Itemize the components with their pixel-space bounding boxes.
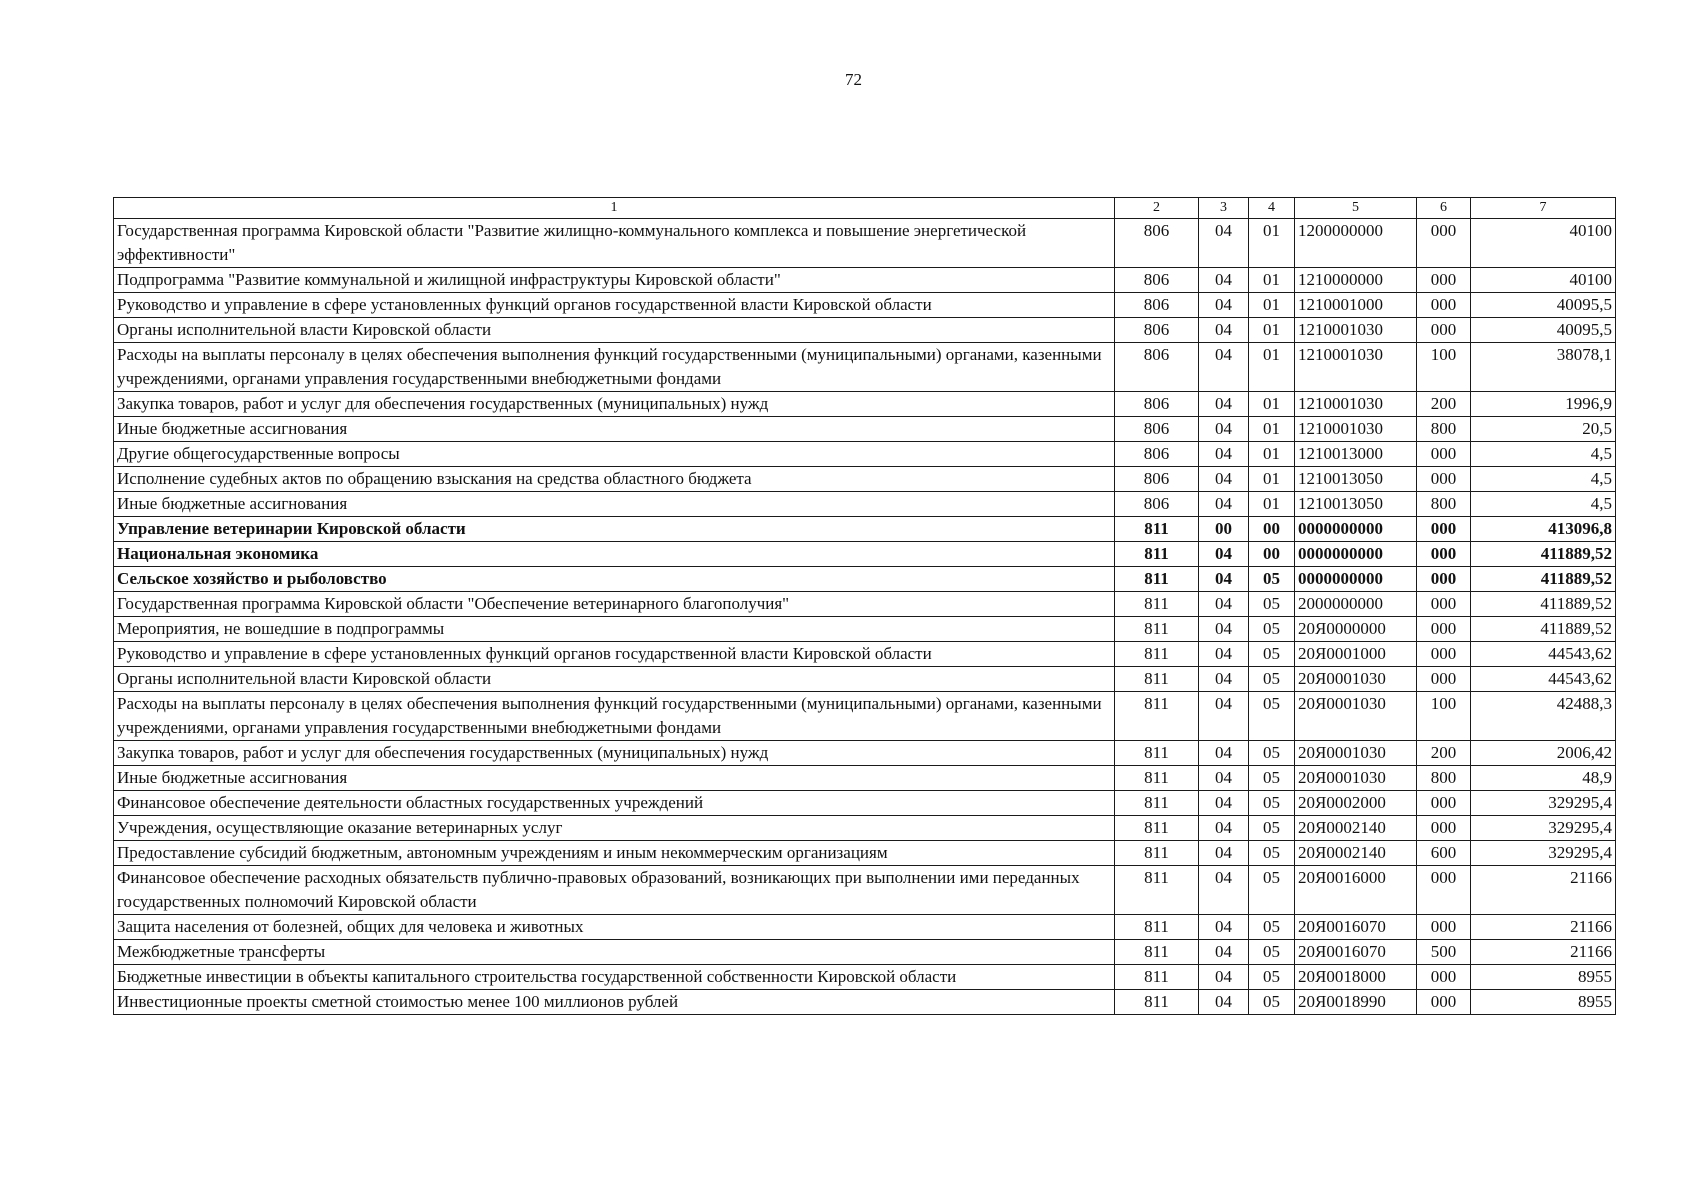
table-row — [114, 318, 1616, 343]
row-amount-cell: 42488,3 — [1471, 692, 1616, 741]
row-ved-cell: 811 — [1115, 915, 1199, 940]
row-subsection-cell: 05 — [1249, 841, 1295, 866]
row-ved-cell: 806 — [1115, 343, 1199, 392]
row-subsection-cell: 05 — [1249, 692, 1295, 741]
row-ved-cell: 811 — [1115, 642, 1199, 667]
row-ved-cell: 811 — [1115, 667, 1199, 692]
row-ved-cell: 811 — [1115, 841, 1199, 866]
row-section-cell: 04 — [1199, 592, 1249, 617]
row-target-item-cell: 20Я0000000 — [1295, 617, 1417, 642]
row-target-item-cell: 20Я0018990 — [1295, 990, 1417, 1015]
row-name-cell: Предоставление субсидий бюджетным, автономным учреждениям и иным некоммерческим организациям — [114, 841, 1115, 866]
row-target-item-cell: 20Я0002140 — [1295, 841, 1417, 866]
row-expense-type-cell: 000 — [1417, 567, 1471, 592]
row-section-cell: 04 — [1199, 318, 1249, 343]
table-row — [114, 517, 1616, 542]
row-ved-cell: 811 — [1115, 866, 1199, 915]
row-expense-type-cell: 200 — [1417, 392, 1471, 417]
row-section-cell: 04 — [1199, 343, 1249, 392]
row-target-item-cell: 20Я0002140 — [1295, 816, 1417, 841]
row-expense-type-cell: 000 — [1417, 542, 1471, 567]
header-row — [114, 198, 1616, 219]
row-name-cell: Государственная программа Кировской области "Обеспечение ветеринарного благополучия" — [114, 592, 1115, 617]
table-row — [114, 219, 1616, 268]
row-section-cell: 04 — [1199, 542, 1249, 567]
row-expense-type-cell: 000 — [1417, 467, 1471, 492]
row-subsection-cell: 01 — [1249, 268, 1295, 293]
row-amount-cell: 411889,52 — [1471, 542, 1616, 567]
row-name-cell: Закупка товаров, работ и услуг для обеспечения государственных (муниципальных) нужд — [114, 392, 1115, 417]
row-target-item-cell: 2000000000 — [1295, 592, 1417, 617]
row-expense-type-cell: 000 — [1417, 990, 1471, 1015]
row-target-item-cell: 20Я0001000 — [1295, 642, 1417, 667]
row-ved-cell: 811 — [1115, 990, 1199, 1015]
table-row — [114, 542, 1616, 567]
table-row — [114, 915, 1616, 940]
row-subsection-cell: 01 — [1249, 293, 1295, 318]
row-section-cell: 04 — [1199, 816, 1249, 841]
row-target-item-cell: 20Я0016070 — [1295, 915, 1417, 940]
row-section-cell: 04 — [1199, 965, 1249, 990]
table-row — [114, 642, 1616, 667]
table-row — [114, 343, 1616, 392]
row-amount-cell: 21166 — [1471, 940, 1616, 965]
row-name-cell: Подпрограмма "Развитие коммунальной и жилищной инфраструктуры Кировской области" — [114, 268, 1115, 293]
row-subsection-cell: 01 — [1249, 392, 1295, 417]
table-row — [114, 816, 1616, 841]
col-header-1: 1 — [114, 198, 1115, 219]
row-ved-cell: 811 — [1115, 617, 1199, 642]
row-name-cell: Расходы на выплаты персоналу в целях обеспечения выполнения функций государственными (муниципальными) органами, казенными учреждениями, органами управления государственными внебюджетными фондами — [114, 692, 1115, 741]
row-amount-cell: 411889,52 — [1471, 567, 1616, 592]
row-subsection-cell: 01 — [1249, 343, 1295, 392]
row-ved-cell: 811 — [1115, 567, 1199, 592]
row-ved-cell: 811 — [1115, 692, 1199, 741]
row-subsection-cell: 05 — [1249, 965, 1295, 990]
table-row — [114, 392, 1616, 417]
table-row — [114, 617, 1616, 642]
row-name-cell: Мероприятия, не вошедшие в подпрограммы — [114, 617, 1115, 642]
budget-table — [113, 197, 1616, 1015]
row-ved-cell: 806 — [1115, 219, 1199, 268]
row-amount-cell: 38078,1 — [1471, 343, 1616, 392]
row-amount-cell: 413096,8 — [1471, 517, 1616, 542]
row-amount-cell: 48,9 — [1471, 766, 1616, 791]
table-row — [114, 965, 1616, 990]
row-expense-type-cell: 000 — [1417, 866, 1471, 915]
row-target-item-cell: 0000000000 — [1295, 542, 1417, 567]
row-target-item-cell: 20Я0018000 — [1295, 965, 1417, 990]
row-section-cell: 04 — [1199, 667, 1249, 692]
row-expense-type-cell: 100 — [1417, 692, 1471, 741]
row-subsection-cell: 05 — [1249, 667, 1295, 692]
row-name-cell: Финансовое обеспечение деятельности областных государственных учреждений — [114, 791, 1115, 816]
col-header-7: 7 — [1471, 198, 1616, 219]
row-ved-cell: 811 — [1115, 517, 1199, 542]
col-header-2: 2 — [1115, 198, 1199, 219]
row-target-item-cell: 1210000000 — [1295, 268, 1417, 293]
row-amount-cell: 8955 — [1471, 965, 1616, 990]
row-target-item-cell: 20Я0001030 — [1295, 766, 1417, 791]
row-amount-cell: 4,5 — [1471, 467, 1616, 492]
row-expense-type-cell: 800 — [1417, 417, 1471, 442]
row-subsection-cell: 05 — [1249, 592, 1295, 617]
row-name-cell: Бюджетные инвестиции в объекты капитального строительства государственной собственности Кировской области — [114, 965, 1115, 990]
row-section-cell: 00 — [1199, 517, 1249, 542]
row-expense-type-cell: 000 — [1417, 268, 1471, 293]
col-header-3: 3 — [1199, 198, 1249, 219]
table-row — [114, 692, 1616, 741]
row-ved-cell: 806 — [1115, 318, 1199, 343]
table-row — [114, 841, 1616, 866]
row-section-cell: 04 — [1199, 219, 1249, 268]
row-ved-cell: 811 — [1115, 965, 1199, 990]
row-section-cell: 04 — [1199, 567, 1249, 592]
col-header-4: 4 — [1249, 198, 1295, 219]
row-name-cell: Государственная программа Кировской области "Развитие жилищно-коммунального комплекса и повышение энергетической эффективности" — [114, 219, 1115, 268]
row-name-cell: Исполнение судебных актов по обращению взыскания на средства областного бюджета — [114, 467, 1115, 492]
row-ved-cell: 806 — [1115, 417, 1199, 442]
row-name-cell: Иные бюджетные ассигнования — [114, 417, 1115, 442]
row-amount-cell: 2006,42 — [1471, 741, 1616, 766]
row-amount-cell: 44543,62 — [1471, 642, 1616, 667]
page-number: 72 — [845, 70, 862, 89]
table-body — [114, 219, 1616, 1015]
table-row — [114, 442, 1616, 467]
row-subsection-cell: 01 — [1249, 492, 1295, 517]
row-target-item-cell: 1200000000 — [1295, 219, 1417, 268]
row-amount-cell: 21166 — [1471, 915, 1616, 940]
row-expense-type-cell: 000 — [1417, 791, 1471, 816]
row-expense-type-cell: 000 — [1417, 517, 1471, 542]
row-expense-type-cell: 000 — [1417, 642, 1471, 667]
row-name-cell: Другие общегосударственные вопросы — [114, 442, 1115, 467]
table-row — [114, 990, 1616, 1015]
row-name-cell: Инвестиционные проекты сметной стоимостью менее 100 миллионов рублей — [114, 990, 1115, 1015]
row-target-item-cell: 20Я0001030 — [1295, 692, 1417, 741]
row-target-item-cell: 1210001000 — [1295, 293, 1417, 318]
row-expense-type-cell: 000 — [1417, 219, 1471, 268]
row-name-cell: Органы исполнительной власти Кировской области — [114, 318, 1115, 343]
row-expense-type-cell: 000 — [1417, 617, 1471, 642]
table-row — [114, 268, 1616, 293]
row-subsection-cell: 05 — [1249, 791, 1295, 816]
row-section-cell: 04 — [1199, 467, 1249, 492]
row-target-item-cell: 20Я0016000 — [1295, 866, 1417, 915]
row-expense-type-cell: 000 — [1417, 965, 1471, 990]
row-subsection-cell: 00 — [1249, 517, 1295, 542]
row-subsection-cell: 05 — [1249, 816, 1295, 841]
row-name-cell: Руководство и управление в сфере установленных функций органов государственной власти Кировской области — [114, 293, 1115, 318]
table-row — [114, 866, 1616, 915]
row-expense-type-cell: 000 — [1417, 592, 1471, 617]
row-subsection-cell: 05 — [1249, 866, 1295, 915]
row-name-cell: Иные бюджетные ассигнования — [114, 492, 1115, 517]
row-subsection-cell: 05 — [1249, 915, 1295, 940]
row-target-item-cell: 20Я0016070 — [1295, 940, 1417, 965]
row-amount-cell: 40095,5 — [1471, 293, 1616, 318]
row-expense-type-cell: 000 — [1417, 318, 1471, 343]
row-target-item-cell: 0000000000 — [1295, 567, 1417, 592]
row-target-item-cell: 1210013050 — [1295, 467, 1417, 492]
row-amount-cell: 8955 — [1471, 990, 1616, 1015]
row-amount-cell: 329295,4 — [1471, 841, 1616, 866]
row-section-cell: 04 — [1199, 940, 1249, 965]
row-subsection-cell: 05 — [1249, 617, 1295, 642]
row-name-cell: Управление ветеринарии Кировской области — [114, 517, 1115, 542]
row-ved-cell: 811 — [1115, 741, 1199, 766]
row-target-item-cell: 20Я0001030 — [1295, 741, 1417, 766]
row-ved-cell: 806 — [1115, 467, 1199, 492]
row-amount-cell: 20,5 — [1471, 417, 1616, 442]
table-row — [114, 791, 1616, 816]
row-ved-cell: 811 — [1115, 542, 1199, 567]
table-row — [114, 741, 1616, 766]
table-row — [114, 293, 1616, 318]
row-ved-cell: 811 — [1115, 816, 1199, 841]
table-row — [114, 467, 1616, 492]
row-amount-cell: 1996,9 — [1471, 392, 1616, 417]
row-ved-cell: 806 — [1115, 492, 1199, 517]
row-amount-cell: 411889,52 — [1471, 617, 1616, 642]
row-ved-cell: 811 — [1115, 791, 1199, 816]
row-subsection-cell: 05 — [1249, 567, 1295, 592]
table-row — [114, 667, 1616, 692]
row-section-cell: 04 — [1199, 741, 1249, 766]
row-expense-type-cell: 200 — [1417, 741, 1471, 766]
row-amount-cell: 329295,4 — [1471, 791, 1616, 816]
row-name-cell: Финансовое обеспечение расходных обязательств публично-правовых образований, возникающих при выполнении ими переданных государственных полномочий Кировской области — [114, 866, 1115, 915]
row-subsection-cell: 01 — [1249, 417, 1295, 442]
row-amount-cell: 40095,5 — [1471, 318, 1616, 343]
row-expense-type-cell: 000 — [1417, 915, 1471, 940]
row-target-item-cell: 1210001030 — [1295, 417, 1417, 442]
row-name-cell: Защита населения от болезней, общих для человека и животных — [114, 915, 1115, 940]
table-row — [114, 567, 1616, 592]
row-section-cell: 04 — [1199, 866, 1249, 915]
table-row — [114, 492, 1616, 517]
row-ved-cell: 806 — [1115, 268, 1199, 293]
row-name-cell: Межбюджетные трансферты — [114, 940, 1115, 965]
row-ved-cell: 811 — [1115, 766, 1199, 791]
col-header-5: 5 — [1295, 198, 1417, 219]
row-section-cell: 04 — [1199, 293, 1249, 318]
row-section-cell: 04 — [1199, 915, 1249, 940]
row-section-cell: 04 — [1199, 642, 1249, 667]
row-ved-cell: 806 — [1115, 442, 1199, 467]
row-target-item-cell: 0000000000 — [1295, 517, 1417, 542]
row-expense-type-cell: 000 — [1417, 816, 1471, 841]
row-expense-type-cell: 600 — [1417, 841, 1471, 866]
row-name-cell: Сельское хозяйство и рыболовство — [114, 567, 1115, 592]
row-section-cell: 04 — [1199, 692, 1249, 741]
row-subsection-cell: 05 — [1249, 940, 1295, 965]
table-row — [114, 592, 1616, 617]
row-subsection-cell: 01 — [1249, 219, 1295, 268]
row-subsection-cell: 05 — [1249, 642, 1295, 667]
row-subsection-cell: 01 — [1249, 318, 1295, 343]
row-name-cell: Национальная экономика — [114, 542, 1115, 567]
row-amount-cell: 329295,4 — [1471, 816, 1616, 841]
row-section-cell: 04 — [1199, 268, 1249, 293]
row-target-item-cell: 1210001030 — [1295, 392, 1417, 417]
row-name-cell: Органы исполнительной власти Кировской области — [114, 667, 1115, 692]
row-target-item-cell: 20Я0001030 — [1295, 667, 1417, 692]
table-row — [114, 940, 1616, 965]
row-amount-cell: 40100 — [1471, 219, 1616, 268]
table-row — [114, 766, 1616, 791]
row-section-cell: 04 — [1199, 392, 1249, 417]
row-name-cell: Учреждения, осуществляющие оказание ветеринарных услуг — [114, 816, 1115, 841]
row-ved-cell: 811 — [1115, 592, 1199, 617]
row-section-cell: 04 — [1199, 791, 1249, 816]
row-amount-cell: 4,5 — [1471, 492, 1616, 517]
row-name-cell: Закупка товаров, работ и услуг для обеспечения государственных (муниципальных) нужд — [114, 741, 1115, 766]
row-section-cell: 04 — [1199, 417, 1249, 442]
row-amount-cell: 40100 — [1471, 268, 1616, 293]
col-header-6: 6 — [1417, 198, 1471, 219]
row-target-item-cell: 20Я0002000 — [1295, 791, 1417, 816]
row-expense-type-cell: 800 — [1417, 766, 1471, 791]
row-section-cell: 04 — [1199, 990, 1249, 1015]
row-section-cell: 04 — [1199, 841, 1249, 866]
row-subsection-cell: 05 — [1249, 741, 1295, 766]
row-ved-cell: 806 — [1115, 392, 1199, 417]
row-subsection-cell: 01 — [1249, 442, 1295, 467]
row-subsection-cell: 01 — [1249, 467, 1295, 492]
row-expense-type-cell: 800 — [1417, 492, 1471, 517]
row-subsection-cell: 05 — [1249, 766, 1295, 791]
row-ved-cell: 811 — [1115, 940, 1199, 965]
row-target-item-cell: 1210013000 — [1295, 442, 1417, 467]
row-expense-type-cell: 500 — [1417, 940, 1471, 965]
row-amount-cell: 411889,52 — [1471, 592, 1616, 617]
row-section-cell: 04 — [1199, 492, 1249, 517]
row-subsection-cell: 00 — [1249, 542, 1295, 567]
table-row — [114, 417, 1616, 442]
row-expense-type-cell: 100 — [1417, 343, 1471, 392]
row-subsection-cell: 05 — [1249, 990, 1295, 1015]
row-name-cell: Иные бюджетные ассигнования — [114, 766, 1115, 791]
row-amount-cell: 44543,62 — [1471, 667, 1616, 692]
row-target-item-cell: 1210013050 — [1295, 492, 1417, 517]
row-expense-type-cell: 000 — [1417, 442, 1471, 467]
row-name-cell: Расходы на выплаты персоналу в целях обеспечения выполнения функций государственными (муниципальными) органами, казенными учреждениями, органами управления государственными внебюджетными фондами — [114, 343, 1115, 392]
row-amount-cell: 21166 — [1471, 866, 1616, 915]
row-section-cell: 04 — [1199, 442, 1249, 467]
row-section-cell: 04 — [1199, 617, 1249, 642]
row-name-cell: Руководство и управление в сфере установленных функций органов государственной власти Кировской области — [114, 642, 1115, 667]
row-amount-cell: 4,5 — [1471, 442, 1616, 467]
row-target-item-cell: 1210001030 — [1295, 318, 1417, 343]
row-expense-type-cell: 000 — [1417, 293, 1471, 318]
row-expense-type-cell: 000 — [1417, 667, 1471, 692]
row-target-item-cell: 1210001030 — [1295, 343, 1417, 392]
row-section-cell: 04 — [1199, 766, 1249, 791]
row-ved-cell: 806 — [1115, 293, 1199, 318]
